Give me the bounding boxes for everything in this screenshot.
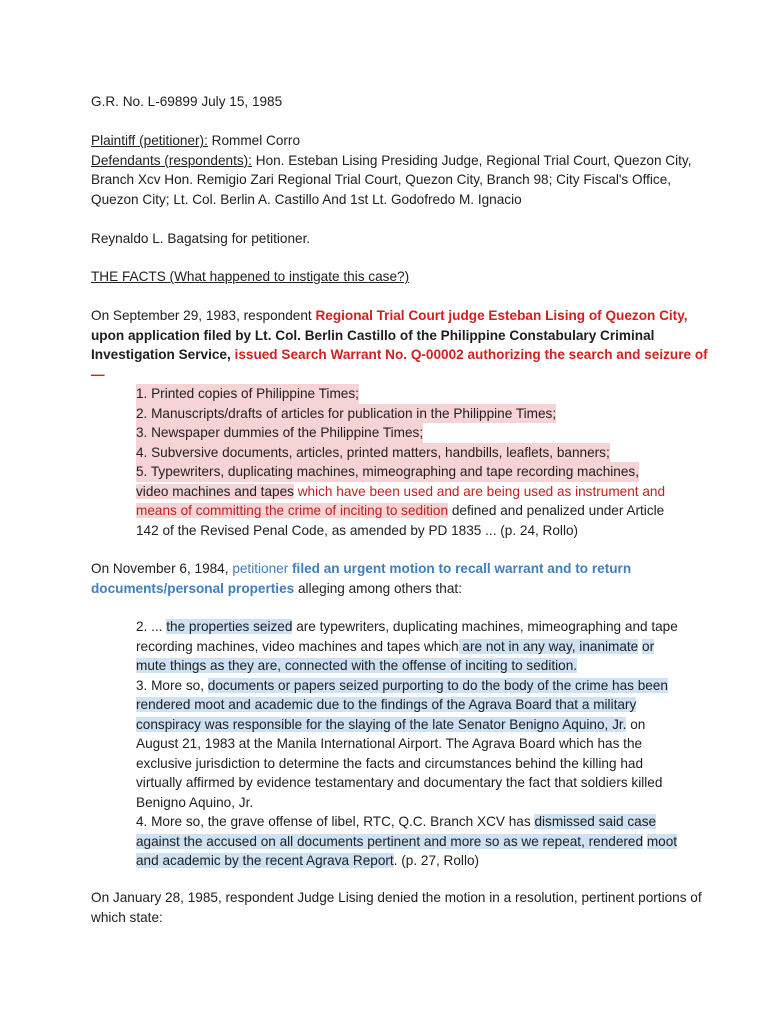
facts-paragraph-2: On November 6, 1984, petitioner filed an urgent motion to recall warrant and to return documents/personal properties alleging among others that: [91,561,632,596]
plaintiff-label: Plaintiff (petitioner): [91,133,208,148]
list-item: 5. Typewriters, duplicating machines, mimeographing and tape recording machines, [136,462,639,482]
list-item: video machines and tapes which have been used and are being used as instrument and [136,483,666,499]
counsel-line: Reynaldo L. Bagatsing for petitioner. [91,231,311,246]
facts-paragraph-3: On January 28, 1985, respondent Judge Lising denied the motion in a resolution, pertinent portions of which state: [91,890,702,925]
warrant-red: issued Search Warrant No. Q-00002 authorizing the search and seizure of— [91,347,708,382]
defendants-label: Defendants (respondents): [91,152,252,168]
list-item: 4. Subversive documents, articles, printed matters, handbills, leaflets, banners; [136,443,610,463]
list-item: 2. Manuscripts/drafts of articles for publication in the Philippine Times; [136,404,556,424]
parties-block [91,131,708,209]
judge-name-red: Regional Trial Court judge Esteban Lising of Quezon City, [315,308,688,323]
list-item: means of committing the crime of inciting to sedition defined and penalized under Article 142 of the Revised Penal Code, as amended by PD 1835 ... (p. 24, Rollo) [136,503,665,538]
list-item: 3. Newspaper dummies of the Philippine Times; [136,423,423,443]
allegation-4: 4. More so, the grave offense of libel, RTC, Q.C. Branch XCV has dismissed said case against the accused on all documents pertinent and more so as we repeat, rendered moot and academic by the recent Agrava Report. (p. 27, Rollo) [136,814,678,868]
allegation-3: 3. More so, documents or papers seized purporting to do the body of the crime has been rendered moot and academic due to the findings of the Agrava Board that a military conspiracy was responsible for the slaying of the late Senator Benigno Aquino, Jr. on August 21, 1983 at the Manila International Airport. The Agrava Board which has the exclusive jurisdiction to determine the facts and circumstances behind the killing had virtually affirmed by evidence testamentary and documentary the fact that soldiers killed Benigno Aquino, Jr. [136,677,668,810]
facts-paragraph-1: On September 29, 1983, respondent Regional Trial Court judge Esteban Lising of Quezon City, upon application filed by Lt. Col. Berlin Castillo of the Philippine Constabulary Criminal Investigation Service, issued Search Warrant No. Q-00002 authorizing the search and seizure of— [91,308,708,382]
warrant-items-list [136,384,680,540]
allegation-2: 2. ... the properties seized are typewriters, duplicating machines, mimeographing and tape recording machines, video machines and tapes which are not in any way, inanimate or mute things as they are, connected with the offense of inciting to sedition. [136,619,678,673]
plaintiff-value: Rommel Corro [207,133,301,148]
petitioner-blue: petitioner [232,561,289,576]
facts-heading: THE FACTS (What happened to instigate this case?) [91,269,410,284]
allegations-block [136,617,680,871]
motion-blue: filed an urgent motion to recall warrant and to return documents/personal properties [91,561,632,596]
case-header: G.R. No. L-69899 July 15, 1985 [91,94,283,109]
defendants-value: Hon. Esteban Lising Presiding Judge, Regional Trial Court, Quezon City, Branch Xcv Hon. Remigio Zari Regional Trial Court, Quezon City, Branch 98; City Fiscal's Office, Quezon City; Lt. Col. Berlin A. Castillo And 1st Lt. Godofredo M. Ignacio [91,152,692,207]
list-item: 1. Printed copies of Philippine Times; [136,384,359,404]
